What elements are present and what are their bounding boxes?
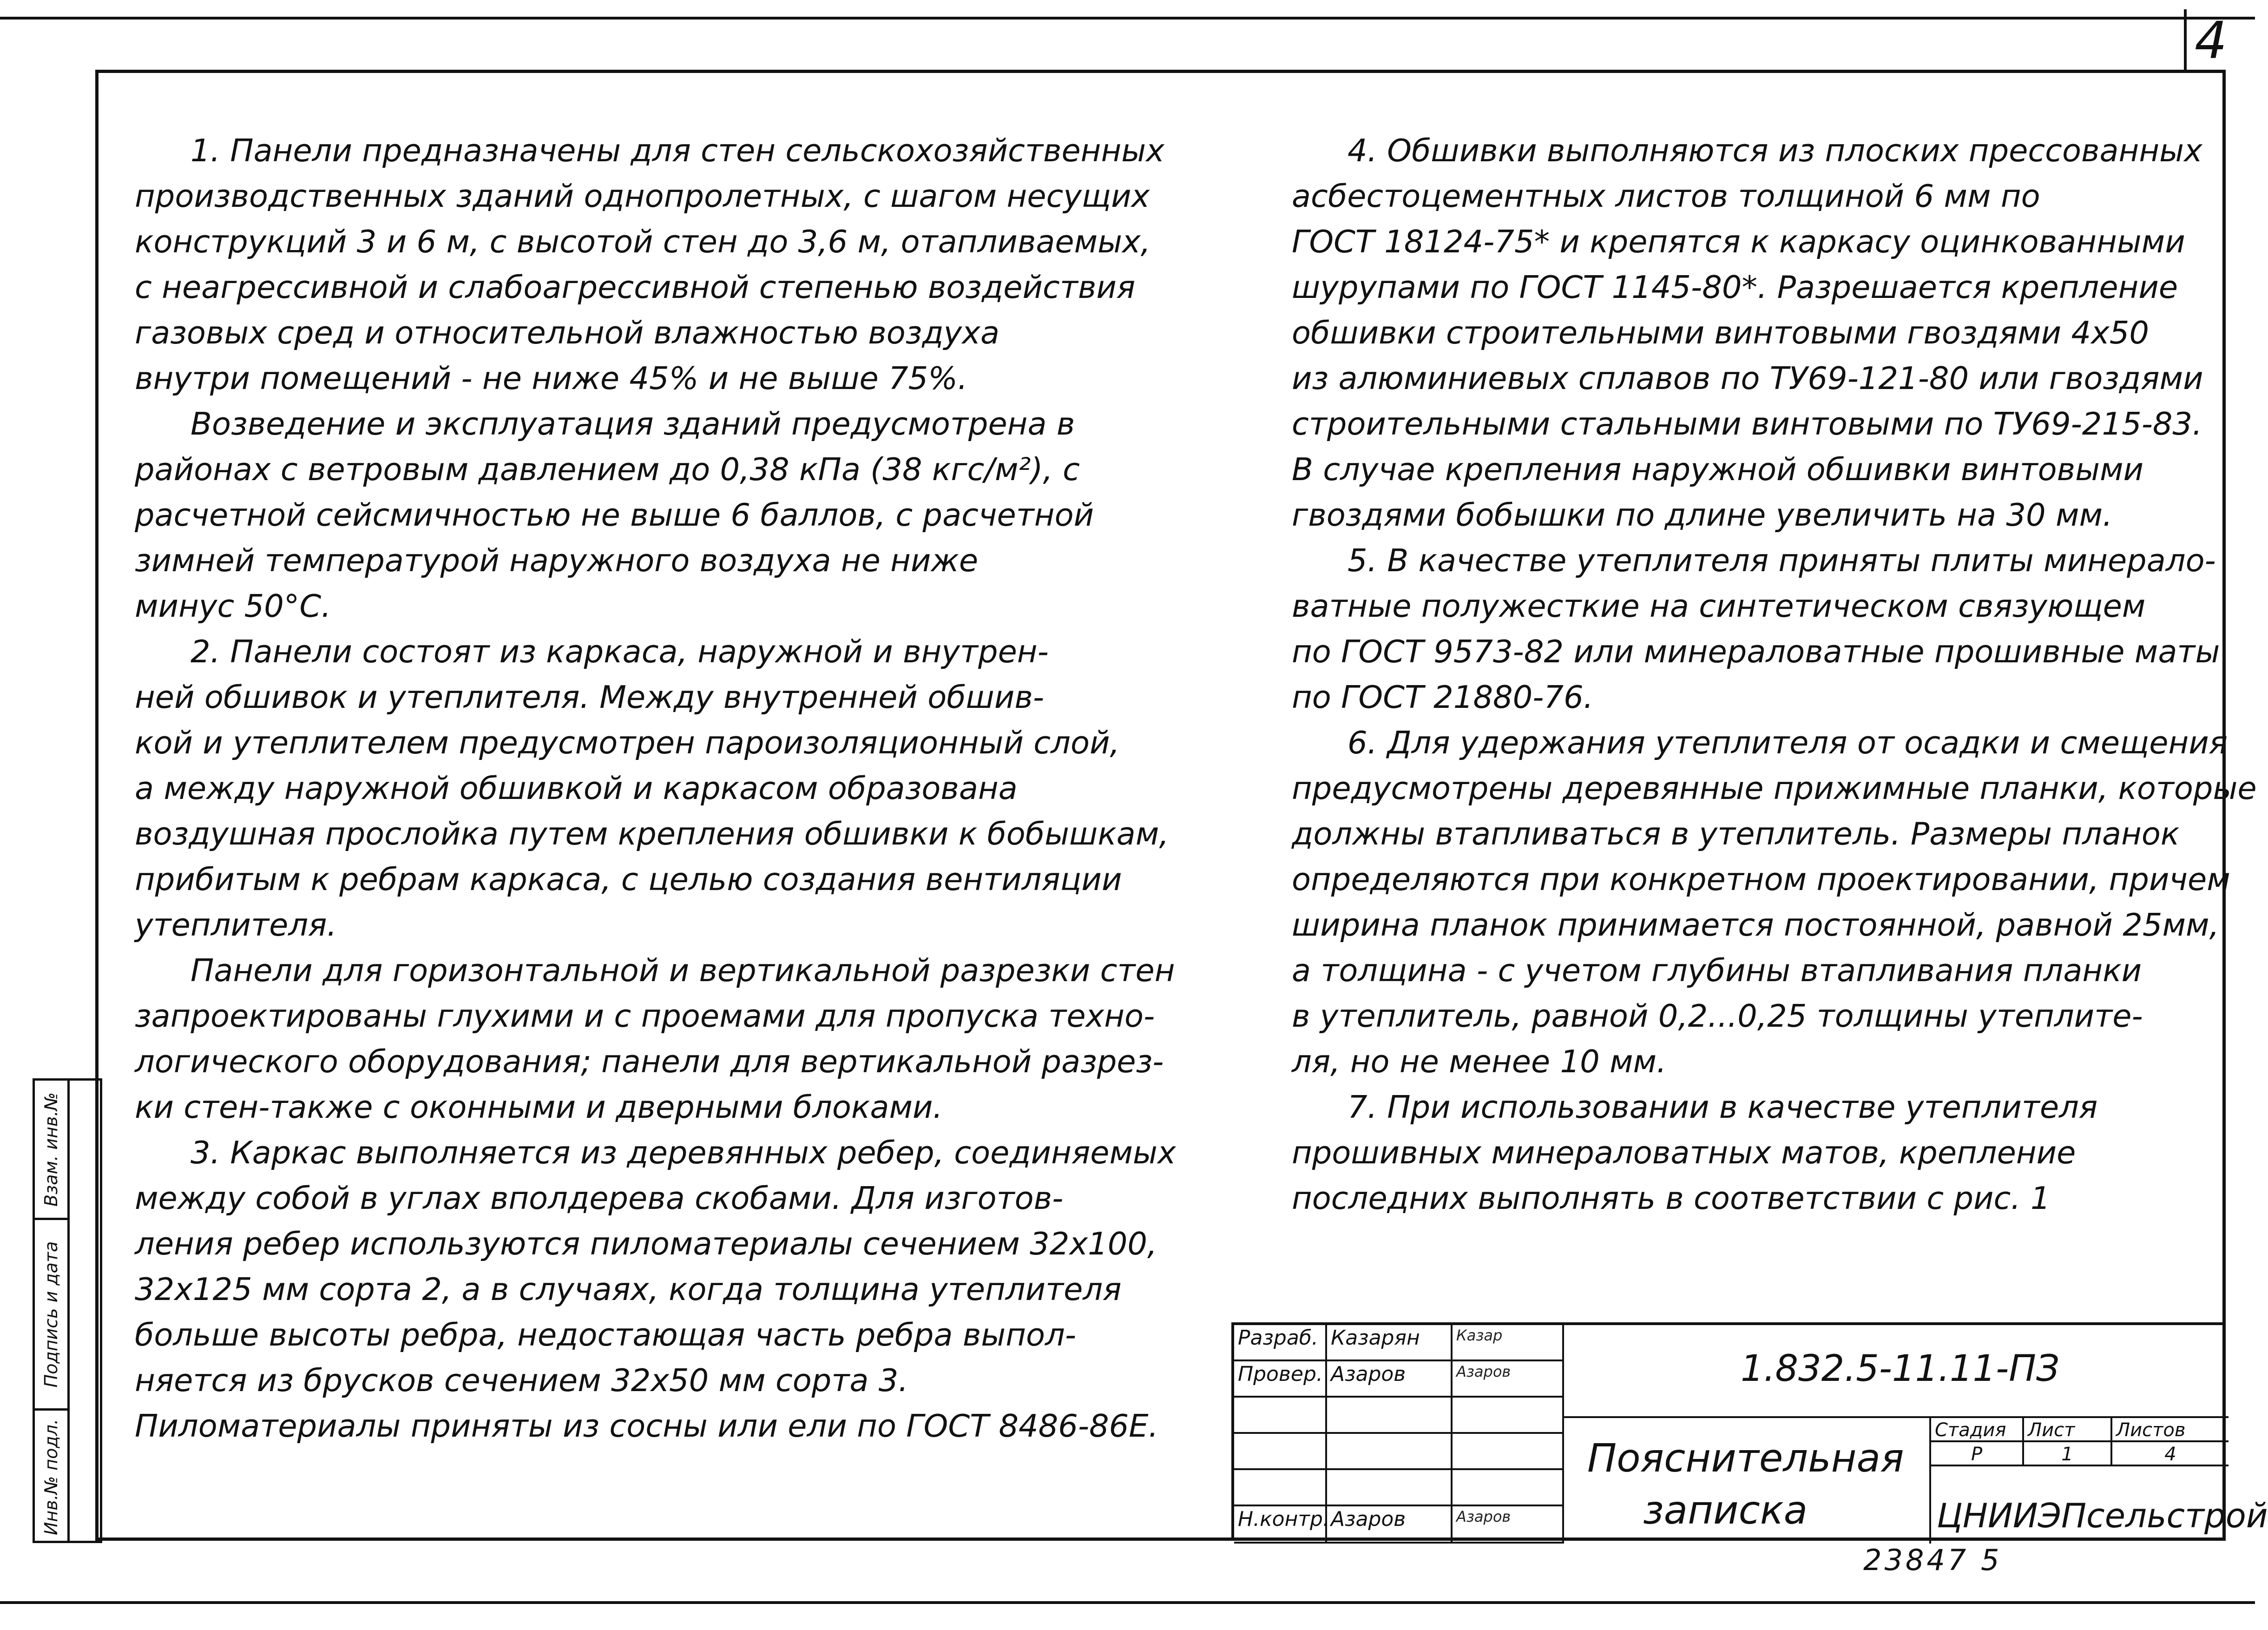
- left-column-line: кой и утеплителем предусмотрен пароизоляционный слой,: [135, 725, 1120, 761]
- left-column-line: газовых сред и относительной влажностью воздуха: [135, 315, 1000, 351]
- left-column-line: ления ребер используются пиломатериалы сечением 32х100,: [135, 1226, 1157, 1262]
- left-column-line: прибитым к ребрам каркаса, с целью создания вентиляции: [135, 861, 1122, 897]
- left-column-line: воздушная прослойка путем крепления обшивки к бобышкам,: [135, 816, 1169, 852]
- left-column-line: няется из брусков сечением 32х50 мм сорта 3.: [135, 1362, 908, 1399]
- right-column-line: ватные полужесткие на синтетическом связующем: [1292, 588, 2146, 624]
- right-column-line: ГОСТ 18124-75* и крепятся к каркасу оцинкованными: [1292, 224, 2185, 260]
- title-block-sign-cell: [1453, 1398, 1564, 1434]
- sheets-value: 4: [2164, 1444, 2176, 1465]
- title-block-role-cell: [1234, 1506, 1327, 1544]
- left-column-line: а между наружной обшивкой и каркасом образована: [135, 770, 1018, 806]
- right-column-line: должны втапливаться в утеплитель. Размеры планок: [1292, 816, 2180, 852]
- title-block-role-cell: [1234, 1398, 1327, 1434]
- title-block-role: Провер.: [1238, 1362, 1323, 1386]
- title-block-role-cell: [1234, 1361, 1327, 1398]
- title-block-name-cell: [1327, 1434, 1453, 1470]
- left-column-line: 1. Панели предназначены для стен сельскохозяйственных: [191, 132, 1164, 169]
- document-code: 1.832.5-11.11-ПЗ: [1741, 1348, 2059, 1390]
- title-block-role-cell: [1234, 1325, 1327, 1361]
- title-block-name: Казарян: [1331, 1326, 1420, 1350]
- right-column-line: из алюминиевых сплавов по ТУ69-121-80 или гвоздями: [1292, 360, 2203, 396]
- title-block-name-cell: [1327, 1506, 1453, 1544]
- sheet-number: 4: [2184, 9, 2235, 72]
- left-column-line: 3. Каркас выполняется из деревянных ребер, соединяемых: [191, 1135, 1176, 1171]
- stage-value: Р: [1971, 1444, 1983, 1465]
- right-column-line: асбестоцементных листов толщиной 6 мм по: [1292, 178, 2040, 214]
- stage-label: Стадия: [1935, 1419, 2006, 1441]
- side-strip: [33, 1078, 102, 1543]
- right-column-line: обшивки строительными винтовыми гвоздями 4х50: [1292, 315, 2150, 351]
- left-column-line: Панели для горизонтальной и вертикальной разрезки стен: [191, 952, 1175, 989]
- sheet-value: 1: [2061, 1444, 2073, 1465]
- left-text-column: [135, 128, 1176, 1449]
- sheets-label: Листов: [2116, 1419, 2186, 1441]
- title-block-sign-cell: [1453, 1325, 1564, 1361]
- title-block-sign: Казар: [1456, 1326, 1503, 1344]
- left-column-line: Пиломатериалы приняты из сосны или ели по ГОСТ 8486-86Е.: [135, 1408, 1158, 1444]
- right-column-line: строительными стальными винтовыми по ТУ69-215-83.: [1292, 406, 2202, 442]
- sign-date-cell: [35, 1220, 67, 1411]
- sign-date-label: Подпись и дата: [41, 1241, 61, 1387]
- doc-name-cell: [1564, 1418, 1931, 1544]
- left-column-line: запроектированы глухими и с проемами для пропуска техно-: [135, 998, 1155, 1034]
- left-column-line: логического оборудования; панели для вертикальной разрез-: [135, 1043, 1164, 1080]
- left-column-line: ки стен-также с оконными и дверными блоками.: [135, 1089, 943, 1125]
- right-column-line: 6. Для удержания утеплителя от осадки и смещения: [1348, 725, 2228, 761]
- org-cell: [1931, 1466, 2268, 1544]
- title-block-role-cell: [1234, 1434, 1327, 1470]
- sheets-label-cell: [2112, 1418, 2229, 1442]
- right-column-line: В случае крепления наружной обшивки винтовыми: [1292, 451, 2144, 488]
- title-block-role: Разраб.: [1238, 1326, 1318, 1350]
- right-column-line: предусмотрены деревянные прижимные планки, которые: [1292, 770, 2257, 806]
- title-block-name-cell: [1327, 1325, 1453, 1361]
- right-column-line: последних выполнять в соответствии с рис. 1: [1292, 1180, 2051, 1216]
- replaces-label: Взам. инв.№: [41, 1092, 61, 1207]
- title-block-sign-cell: [1453, 1434, 1564, 1470]
- archive-number: 23847 5: [1863, 1543, 2002, 1577]
- left-column-line: больше высоты ребра, недостающая часть ребра выпол-: [135, 1317, 1076, 1353]
- left-column-line: производственных зданий однопролетных, с шагом несущих: [135, 178, 1150, 214]
- stage-value-cell: [1931, 1442, 2024, 1466]
- left-column-line: 2. Панели состоят из каркаса, наружной и внутрен-: [191, 634, 1049, 670]
- title-block-sign: Азаров: [1456, 1363, 1511, 1380]
- right-column-line: определяются при конкретном проектировании, причем: [1292, 861, 2230, 897]
- title-block-name-cell: [1327, 1398, 1453, 1434]
- right-column-line: шурупами по ГОСТ 1145-80*. Разрешается крепление: [1292, 269, 2178, 305]
- left-column-line: 32х125 мм сорта 2, а в случаях, когда толщина утеплителя: [135, 1271, 1122, 1307]
- left-column-line: утеплителя.: [135, 907, 337, 943]
- right-column-line: в утеплитель, равной 0,2...0,25 толщины утеплите-: [1292, 998, 2143, 1034]
- right-column-line: по ГОСТ 9573-82 или минераловатные прошивные маты: [1292, 634, 2220, 670]
- side-strip-labels: [35, 1081, 70, 1541]
- code-cell: [1564, 1325, 2229, 1418]
- organization: ЦНИИЭПсельстрой: [1937, 1496, 2268, 1535]
- title-block-sign-cell: [1453, 1361, 1564, 1398]
- right-column-line: 7. При использовании в качестве утеплителя: [1348, 1089, 2098, 1125]
- doc-name-line2: записка: [1643, 1487, 1808, 1533]
- right-column-line: ширина планок принимается постоянной, равной 25мм,: [1292, 907, 2219, 943]
- sheet-value-cell: [2024, 1442, 2112, 1466]
- bottom-rule: [0, 1601, 2255, 1604]
- title-block-name: Азаров: [1331, 1362, 1406, 1386]
- right-column-line: гвоздями бобышки по длине увеличить на 30 мм.: [1292, 497, 2113, 533]
- left-column-line: минус 50°С.: [135, 588, 331, 624]
- right-column-line: по ГОСТ 21880-76.: [1292, 679, 1594, 715]
- title-block-sign-cell: [1453, 1470, 1564, 1506]
- right-column-line: 4. Обшивки выполняются из плоских прессованных: [1348, 132, 2202, 169]
- inv-no-cell: [35, 1411, 67, 1543]
- left-column-line: расчетной сейсмичностью не выше 6 баллов, с расчетной: [135, 497, 1094, 533]
- sheets-value-cell: [2112, 1442, 2229, 1466]
- replaces-cell: [35, 1081, 67, 1220]
- left-column-line: зимней температурой наружного воздуха не ниже: [135, 542, 979, 579]
- title-block-role: Н.контр.: [1238, 1507, 1329, 1531]
- left-column-line: между собой в углах вполдерева скобами. Для изготов-: [135, 1180, 1064, 1216]
- sheet-label-cell: [2024, 1418, 2112, 1442]
- left-column-line: с неагрессивной и слабоагрессивной степенью воздействия: [135, 269, 1136, 305]
- left-column-line: внутри помещений - не ниже 45% и не выше 75%.: [135, 360, 968, 396]
- doc-name-line1: Пояснительная: [1587, 1435, 1904, 1481]
- top-rule: [0, 17, 2255, 20]
- sheet-label: Лист: [2028, 1419, 2075, 1441]
- left-column-line: конструкций 3 и 6 м, с высотой стен до 3,6 м, отапливаемых,: [135, 224, 1151, 260]
- title-block-sign: Азаров: [1456, 1508, 1511, 1525]
- title-block-role-cell: [1234, 1470, 1327, 1506]
- right-column-line: а толщина - с учетом глубины втапливания планки: [1292, 952, 2142, 989]
- title-block-name-cell: [1327, 1361, 1453, 1398]
- title-block-name-cell: [1327, 1470, 1453, 1506]
- right-column-line: 5. В качестве утеплителя приняты плиты минерало-: [1348, 542, 2216, 579]
- title-block: [1231, 1322, 2268, 1541]
- title-block-name: Азаров: [1331, 1507, 1406, 1531]
- right-text-column: [1292, 128, 2257, 1221]
- right-column-line: прошивных минераловатных матов, крепление: [1292, 1135, 2076, 1171]
- inv-no-label: Инв.№ подл.: [41, 1419, 61, 1535]
- left-column-line: ней обшивок и утеплителя. Между внутренней обшив-: [135, 679, 1045, 715]
- right-column-line: ля, но не менее 10 мм.: [1292, 1043, 1667, 1080]
- stage-label-cell: [1931, 1418, 2024, 1442]
- left-column-line: районах с ветровым давлением до 0,38 кПа (38 кгс/м²), с: [135, 451, 1080, 488]
- title-block-sign-cell: [1453, 1506, 1564, 1544]
- left-column-line: Возведение и эксплуатация зданий предусмотрена в: [191, 406, 1075, 442]
